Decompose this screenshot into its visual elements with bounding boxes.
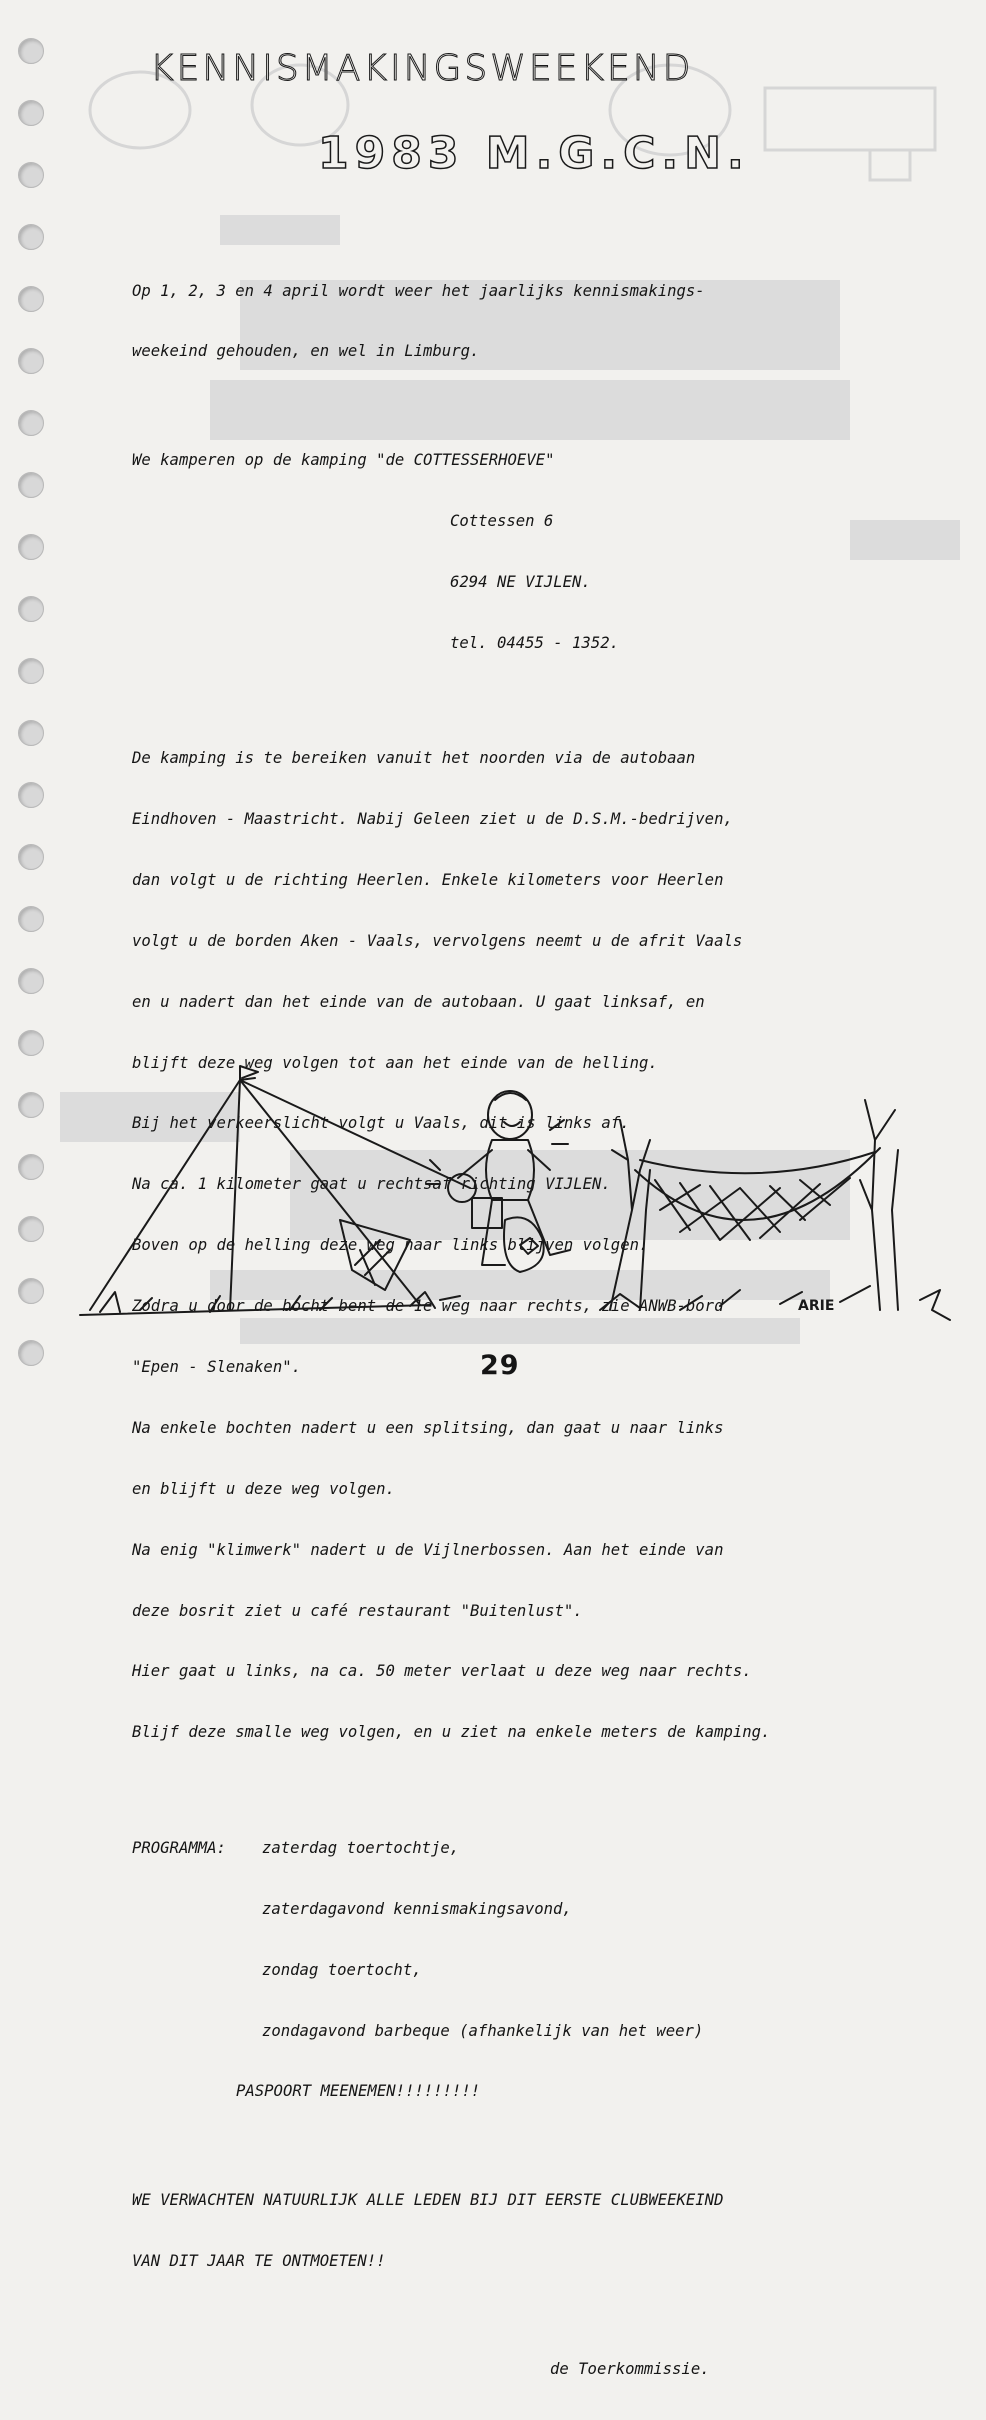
directions-line: Blijf deze smalle weg volgen, en u ziet na enkele meters de kamping. [132, 1723, 771, 1742]
closing-line: WE VERWACHTEN NATUURLIJK ALLE LEDEN BIJ DIT EERSTE CLUBWEEKEIND [132, 2190, 724, 2209]
directions-line: deze bosrit ziet u café restaurant "Buitenlust". [132, 1601, 583, 1620]
program-item: zondagavond barbeque (afhankelijk van het weer) [262, 2021, 704, 2040]
directions-line: "Epen - Slenaken". [132, 1358, 301, 1377]
directions-line: Na enkele bochten nadert u een splitsing, dan gaat u naar links [132, 1418, 724, 1437]
directions-line: en blijft u deze weg volgen. [132, 1479, 395, 1498]
program-item: zaterdagavond kennismakingsavond, [262, 1899, 572, 1918]
program-label: PROGRAMMA: [132, 1838, 226, 1857]
directions-line: De kamping is te bereiken vanuit het noorden via de autobaan [132, 749, 696, 768]
directions-line: Eindhoven - Maastricht. Nabij Geleen ziet u de D.S.M.-bedrijven, [132, 810, 733, 829]
directions-line: Boven op de helling deze weg naar links blijven volgen. [132, 1236, 649, 1255]
directions-line: en u nadert dan het einde van de autobaan. U gaat linksaf, en [132, 992, 705, 1011]
program-item: zondag toertocht, [262, 1960, 422, 1979]
passport-reminder: PASPOORT MEENEMEN!!!!!!!!! [236, 2082, 481, 2101]
directions-line: Zodra u door de bocht bent de 1e weg naar rechts, zie ANWB-bord [132, 1297, 724, 1316]
camping-cartoon-illustration [80, 1060, 960, 1350]
directions-line: Hier gaat u links, na ca. 50 meter verlaat u deze weg naar rechts. [132, 1662, 752, 1681]
directions-line: volgt u de borden Aken - Vaals, vervolgens neemt u de afrit Vaals [132, 931, 743, 950]
artist-signature: ARIE [798, 1298, 835, 1314]
directions-line: Bij het verkeerslicht volgt u Vaals, dit is links af. [132, 1114, 630, 1133]
event-year-club: 1983 M.G.C.N. [318, 128, 750, 179]
directions-line: Na ca. 1 kilometer gaat u rechtsaf richting VIJLEN. [132, 1175, 611, 1194]
page-title: KENNISMAKINGSWEEKEND [150, 48, 694, 89]
camping-line: We kamperen op de kamping "de COTTESSERHOEVE" [132, 450, 555, 469]
directions-line: Na enig "klimwerk" nadert u de Vijlnerbossen. Aan het einde van [132, 1540, 724, 1559]
intro-line: Op 1, 2, 3 en 4 april wordt weer het jaarlijks kennismakings- [132, 281, 705, 300]
page-number: 29 [480, 1350, 520, 1381]
intro-line: weekeind gehouden, en wel in Limburg. [132, 342, 480, 361]
address-postcode: 6294 NE VIJLEN. [450, 572, 591, 591]
closing-line: VAN DIT JAAR TE ONTMOETEN!! [132, 2251, 386, 2270]
directions-line: dan volgt u de richting Heerlen. Enkele kilometers voor Heerlen [132, 870, 724, 889]
program-item: zaterdag toertochtje, [262, 1838, 460, 1857]
address-street: Cottessen 6 [450, 511, 554, 530]
address-phone: tel. 04455 - 1352. [450, 633, 619, 652]
signature: de Toerkommissie. [550, 2360, 710, 2379]
program-line [132, 1838, 952, 1858]
directions-line: blijft deze weg volgen tot aan het einde van de helling. [132, 1053, 658, 1072]
